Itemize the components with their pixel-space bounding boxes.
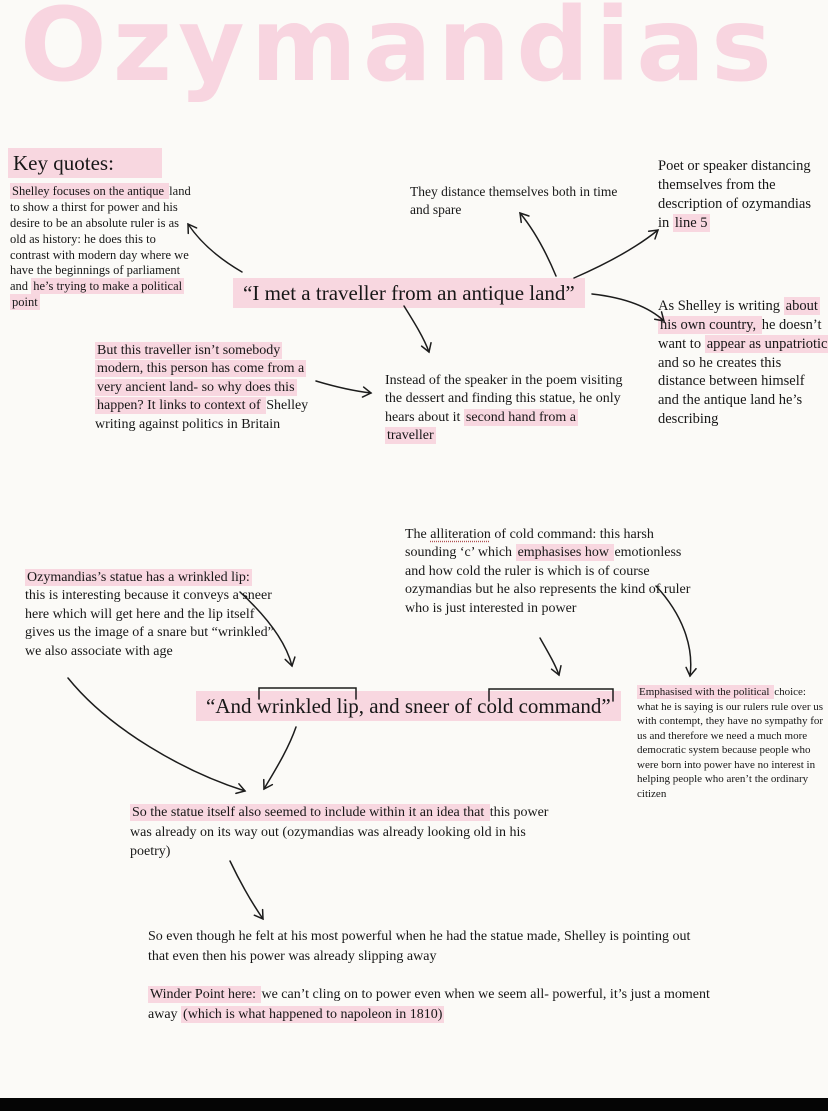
note-shelley-focus: Shelley focuses on the antique land to show a thirst for power and his desire to be an absolute ruler is as old as history: he does this to contrast with modern day where we have the beginnings of parliament and he’s trying to make a political point bbox=[10, 184, 191, 310]
note-but-traveller: But this traveller isn’t somebody modern, this person has come from a very ancient land- so why does this happen? It links to context of Shelley writing against politics in Britain bbox=[95, 343, 309, 432]
page-title: Ozymandias bbox=[20, 0, 778, 105]
quote-cold-command: “And wrinkled lip, and sneer of cold command” bbox=[196, 694, 621, 719]
note-as-shelley: As Shelley is writing about his own country, he doesn’t want to appear as unpatriotic and so he creates this distance between himself and the antique land he’s describing bbox=[658, 298, 828, 428]
key-quotes-heading bbox=[8, 151, 162, 176]
arrow-alliteration-note-to-bracket-icon bbox=[540, 638, 559, 675]
key-quotes-label: Key quotes: bbox=[8, 148, 162, 178]
note-winder-point: Winder Point here: we can’t cling on to power even when we seem all- powerful, it’s just a moment away (which is what happened to napoleon in 1810) bbox=[148, 987, 710, 1022]
arrow-so-statue-to-so-even-icon bbox=[230, 861, 263, 919]
quote-antique-land: “I met a traveller from an antique land” bbox=[233, 281, 585, 306]
arrow-quote1-to-shelley-note-icon bbox=[188, 224, 242, 272]
note-alliteration: The alliteration of cold command: this harsh sounding ‘c’ which emphasises how emotionless and how cold the ruler is which is of course ozymandias but he also represents the kind of ruler who is just interested in power bbox=[405, 527, 691, 616]
note-so-the-statue: So the statue itself also seemed to include within it an idea that this power was already on its way out (ozymandias was already looking old in his poetry) bbox=[130, 805, 549, 860]
note-distance-time: They distance themselves both in time and spare bbox=[410, 184, 618, 217]
arrow-quote2-to-so-statue-icon bbox=[264, 727, 296, 789]
note-instead-speaker: Instead of the speaker in the poem visiting the dessert and finding this statue, he only hears about it second hand from a traveller bbox=[385, 373, 623, 444]
bottom-scan-edge bbox=[0, 1098, 828, 1111]
note-so-even-though: So even though he felt at his most powerful when he had the statue made, Shelley is pointing out that even then his power was already slipping away bbox=[148, 929, 691, 964]
note-wrinkled-lip: Ozymandias’s statue has a wrinkled lip: this is interesting because it conveys a sneer here which will get here and the lip itself gives us the image of a snare but “wrinkled” we also associate with age bbox=[25, 570, 274, 659]
note-poet-speaker: Poet or speaker distancing themselves from the description of ozymandias in line 5 bbox=[658, 158, 812, 231]
arrow-quote1-to-poet-note-icon bbox=[574, 230, 658, 278]
alliteration-underlined-word: alliteration bbox=[430, 527, 491, 542]
note-emphasised-political: Emphasised with the political choice: what he is saying is our rulers rule over us with contempt, they have no sympathy for us and therefore we need a much more democratic system because people who were born into power have no interest in helping people who aren’t the ordinary citizen bbox=[637, 686, 824, 800]
arrow-quote1-to-distance-note-icon bbox=[520, 213, 556, 276]
arrow-quote1-to-instead-note-icon bbox=[404, 306, 429, 352]
arrow-quote1-to-as-shelley-note-icon bbox=[592, 294, 664, 321]
